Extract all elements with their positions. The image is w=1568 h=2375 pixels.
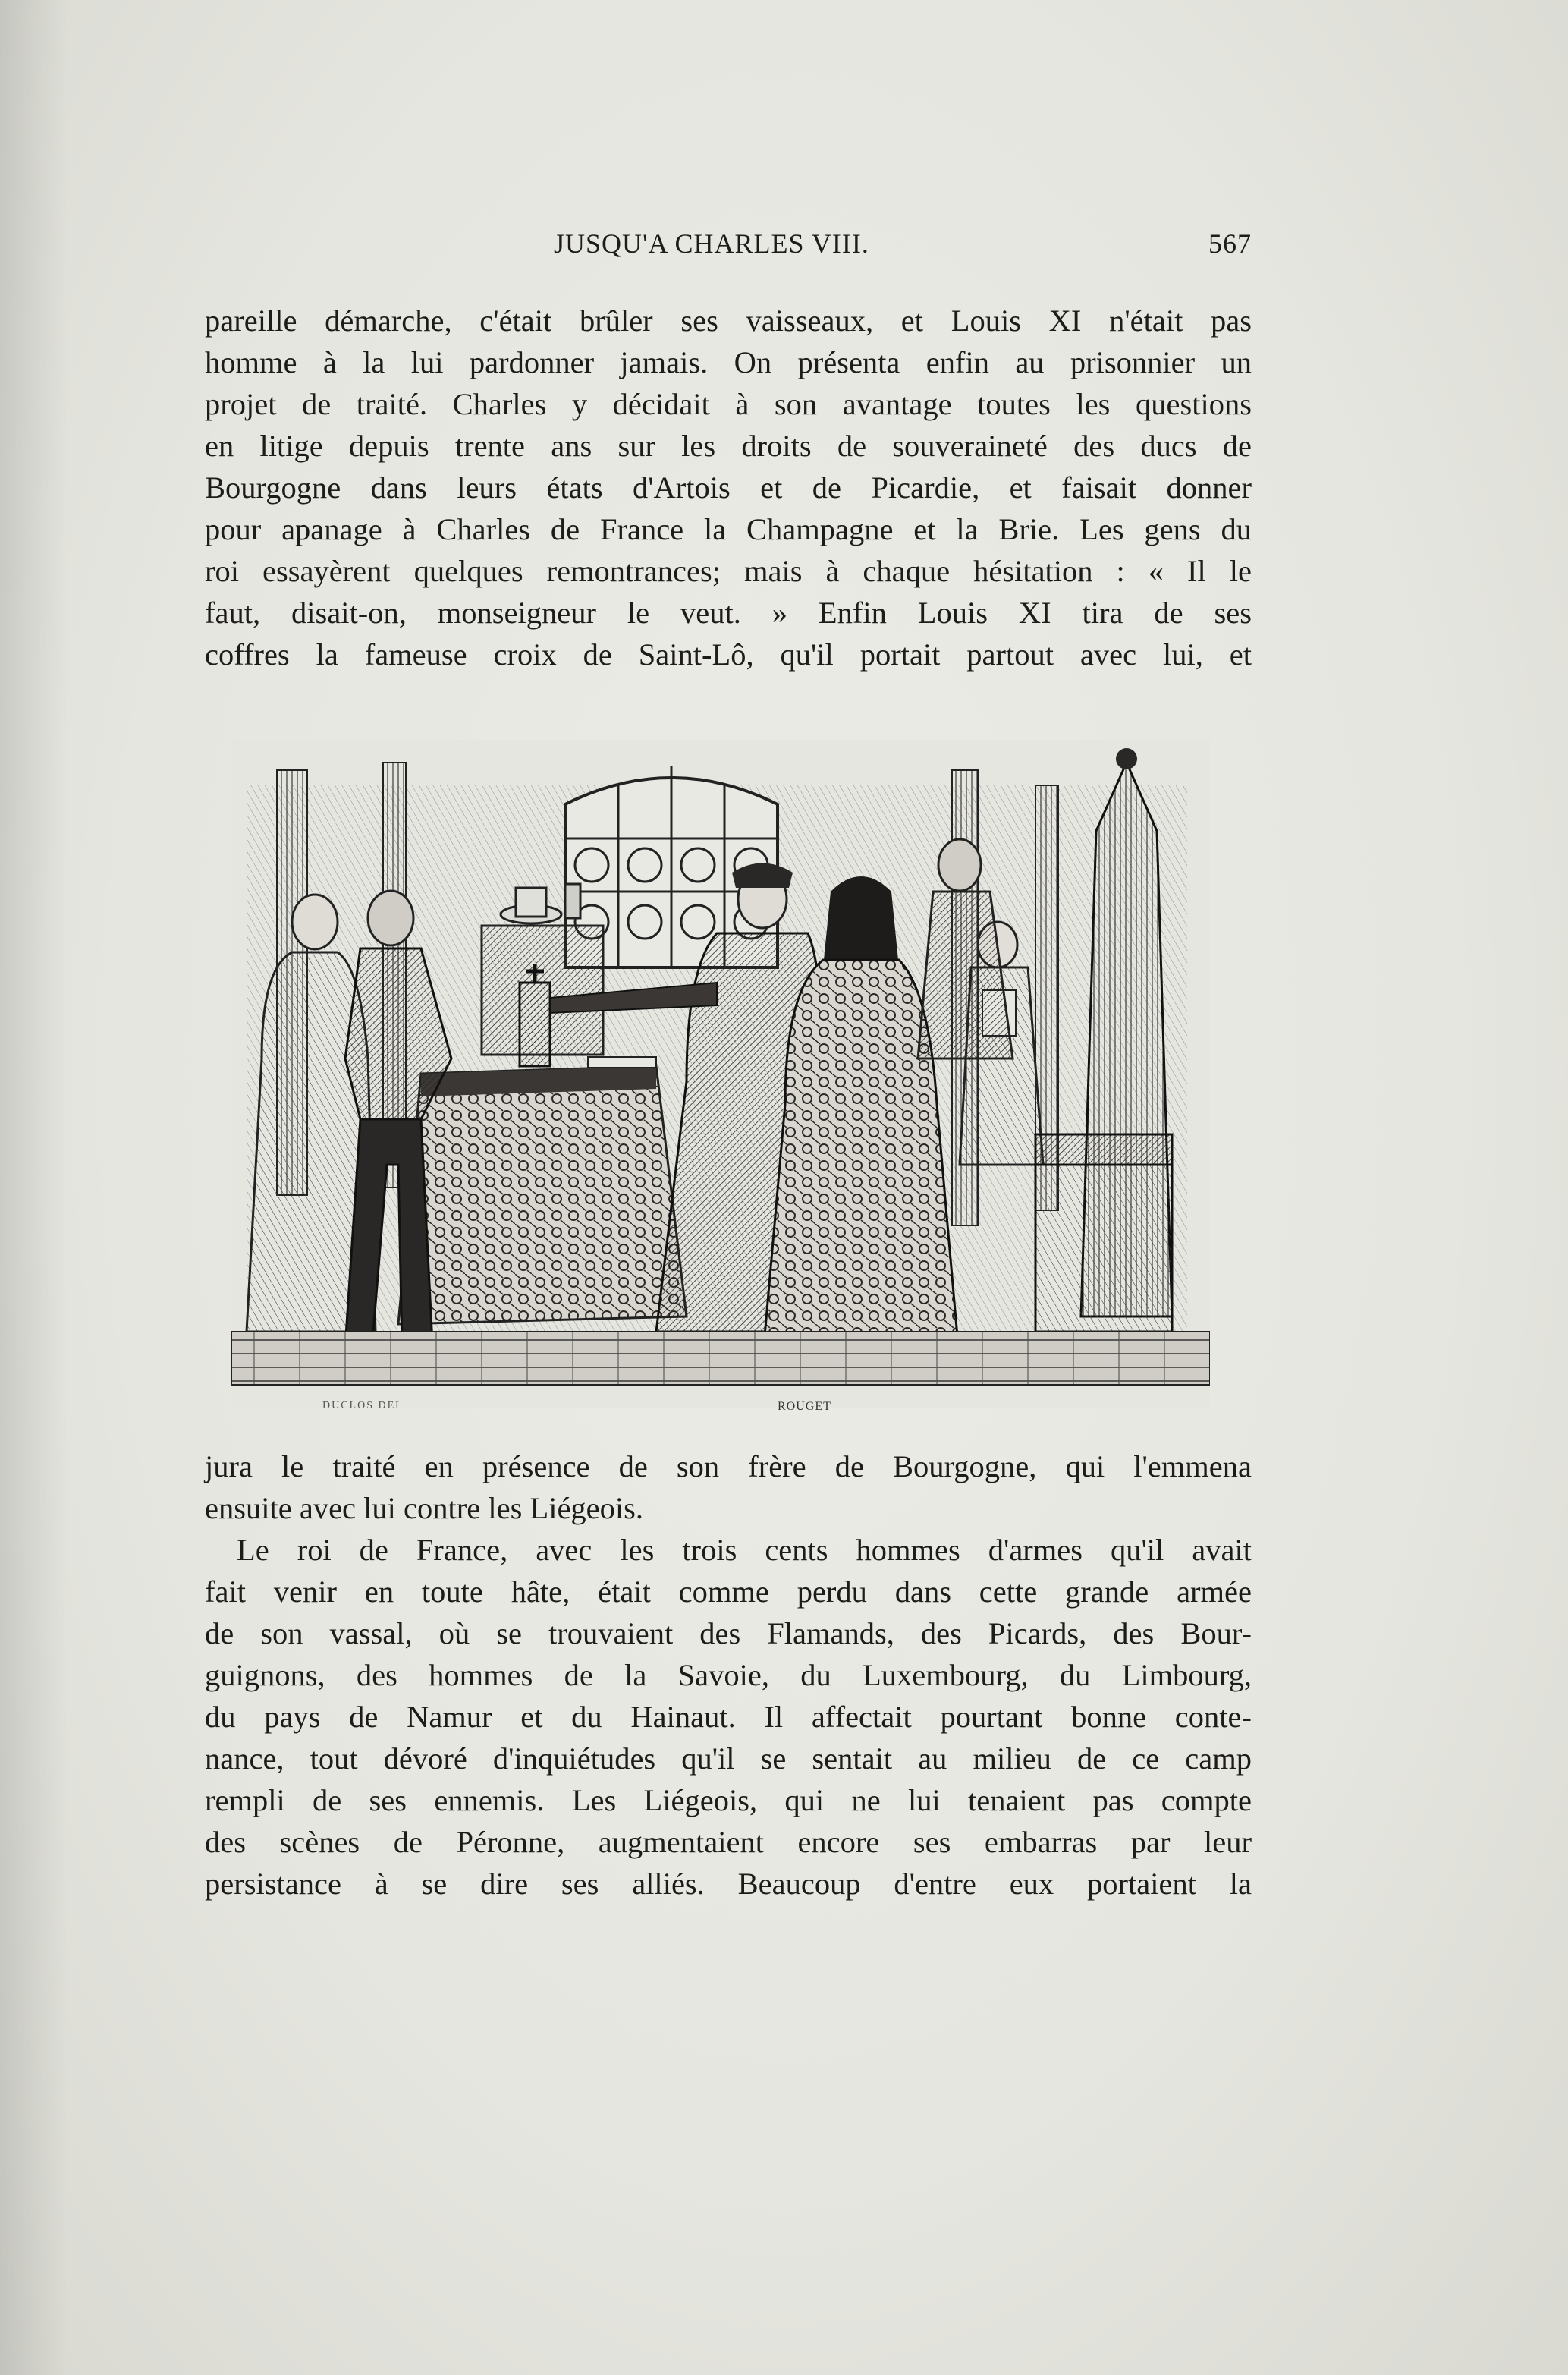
- paragraph-3: [205, 1529, 1252, 1905]
- text-line: homme à la lui pardonner jamais. On présenta enfin au prisonnier un: [205, 345, 1252, 379]
- text-line: rempli de ses ennemis. Les Liégeois, qui ne lui tenaient pas compte: [205, 1783, 1252, 1817]
- text-line: fait venir en toute hâte, était comme perdu dans cette grande armée: [205, 1574, 1252, 1609]
- page-number: 567: [1208, 228, 1252, 259]
- text-line: projet de traité. Charles y décidait à son avantage toutes les questions: [205, 387, 1252, 421]
- text-line: en litige depuis trente ans sur les droits de souveraineté des ducs de: [205, 429, 1252, 463]
- treaty-document: [588, 1057, 656, 1068]
- text-line: ensuite avec lui contre les Liégeois.: [205, 1491, 644, 1525]
- text-line: nance, tout dévoré d'inquiétudes qu'il se sentait au milieu de ce camp: [205, 1741, 1252, 1776]
- running-title: JUSQU'A CHARLES VIII.: [554, 228, 869, 259]
- reliquary-cross: [520, 983, 550, 1066]
- text-line: du pays de Namur et du Hainaut. Il affectait pourtant bonne conte-: [205, 1700, 1252, 1734]
- text-line: faut, disait-on, monseigneur le veut. » Enfin Louis XI tira de ses: [205, 596, 1252, 630]
- text-line: guignons, des hommes de la Savoie, du Luxembourg, du Limbourg,: [205, 1658, 1252, 1692]
- text-line: coffres la fameuse croix de Saint-Lô, qu'il portait partout avec lui, et: [205, 637, 1252, 672]
- text-line: roi essayèrent quelques remontrances; mais à chaque hésitation : « Il le: [205, 554, 1252, 588]
- text-line: pareille démarche, c'était brûler ses vaisseaux, et Louis XI n'était pas: [205, 304, 1252, 338]
- paragraph-2: [205, 1445, 1252, 1529]
- text-line: persistance à se dire ses alliés. Beaucoup d'entre eux portaient la: [205, 1867, 1252, 1901]
- text-line: de son vassal, où se trouvaient des Flamands, des Picards, des Bour-: [205, 1616, 1252, 1650]
- text-line: des scènes de Péronne, augmentaient encore ses embarras par leur: [205, 1825, 1252, 1859]
- text-line: pour apanage à Charles de France la Champagne et la Brie. Les gens du: [205, 512, 1252, 546]
- engraver-signature-left: DUCLOS DEL: [322, 1400, 404, 1411]
- text-line: jura le traité en présence de son frère de Bourgogne, qui l'emmena: [205, 1449, 1252, 1483]
- text-line: Le roi de France, avec les trois cents hommes d'armes qu'il avait: [237, 1533, 1252, 1567]
- text-line: Bourgogne dans leurs états d'Artois et de Picardie, et faisait donner: [205, 470, 1252, 505]
- engraving-scene: [231, 740, 1210, 1408]
- page-gutter-shadow: [0, 0, 68, 2375]
- page-header: [205, 228, 1252, 273]
- paragraph-1: [205, 300, 1252, 675]
- engraving-illustration: [231, 740, 1210, 1413]
- engraver-signature-right: ROUGET: [778, 1400, 831, 1413]
- tiled-floor: [231, 1332, 1210, 1385]
